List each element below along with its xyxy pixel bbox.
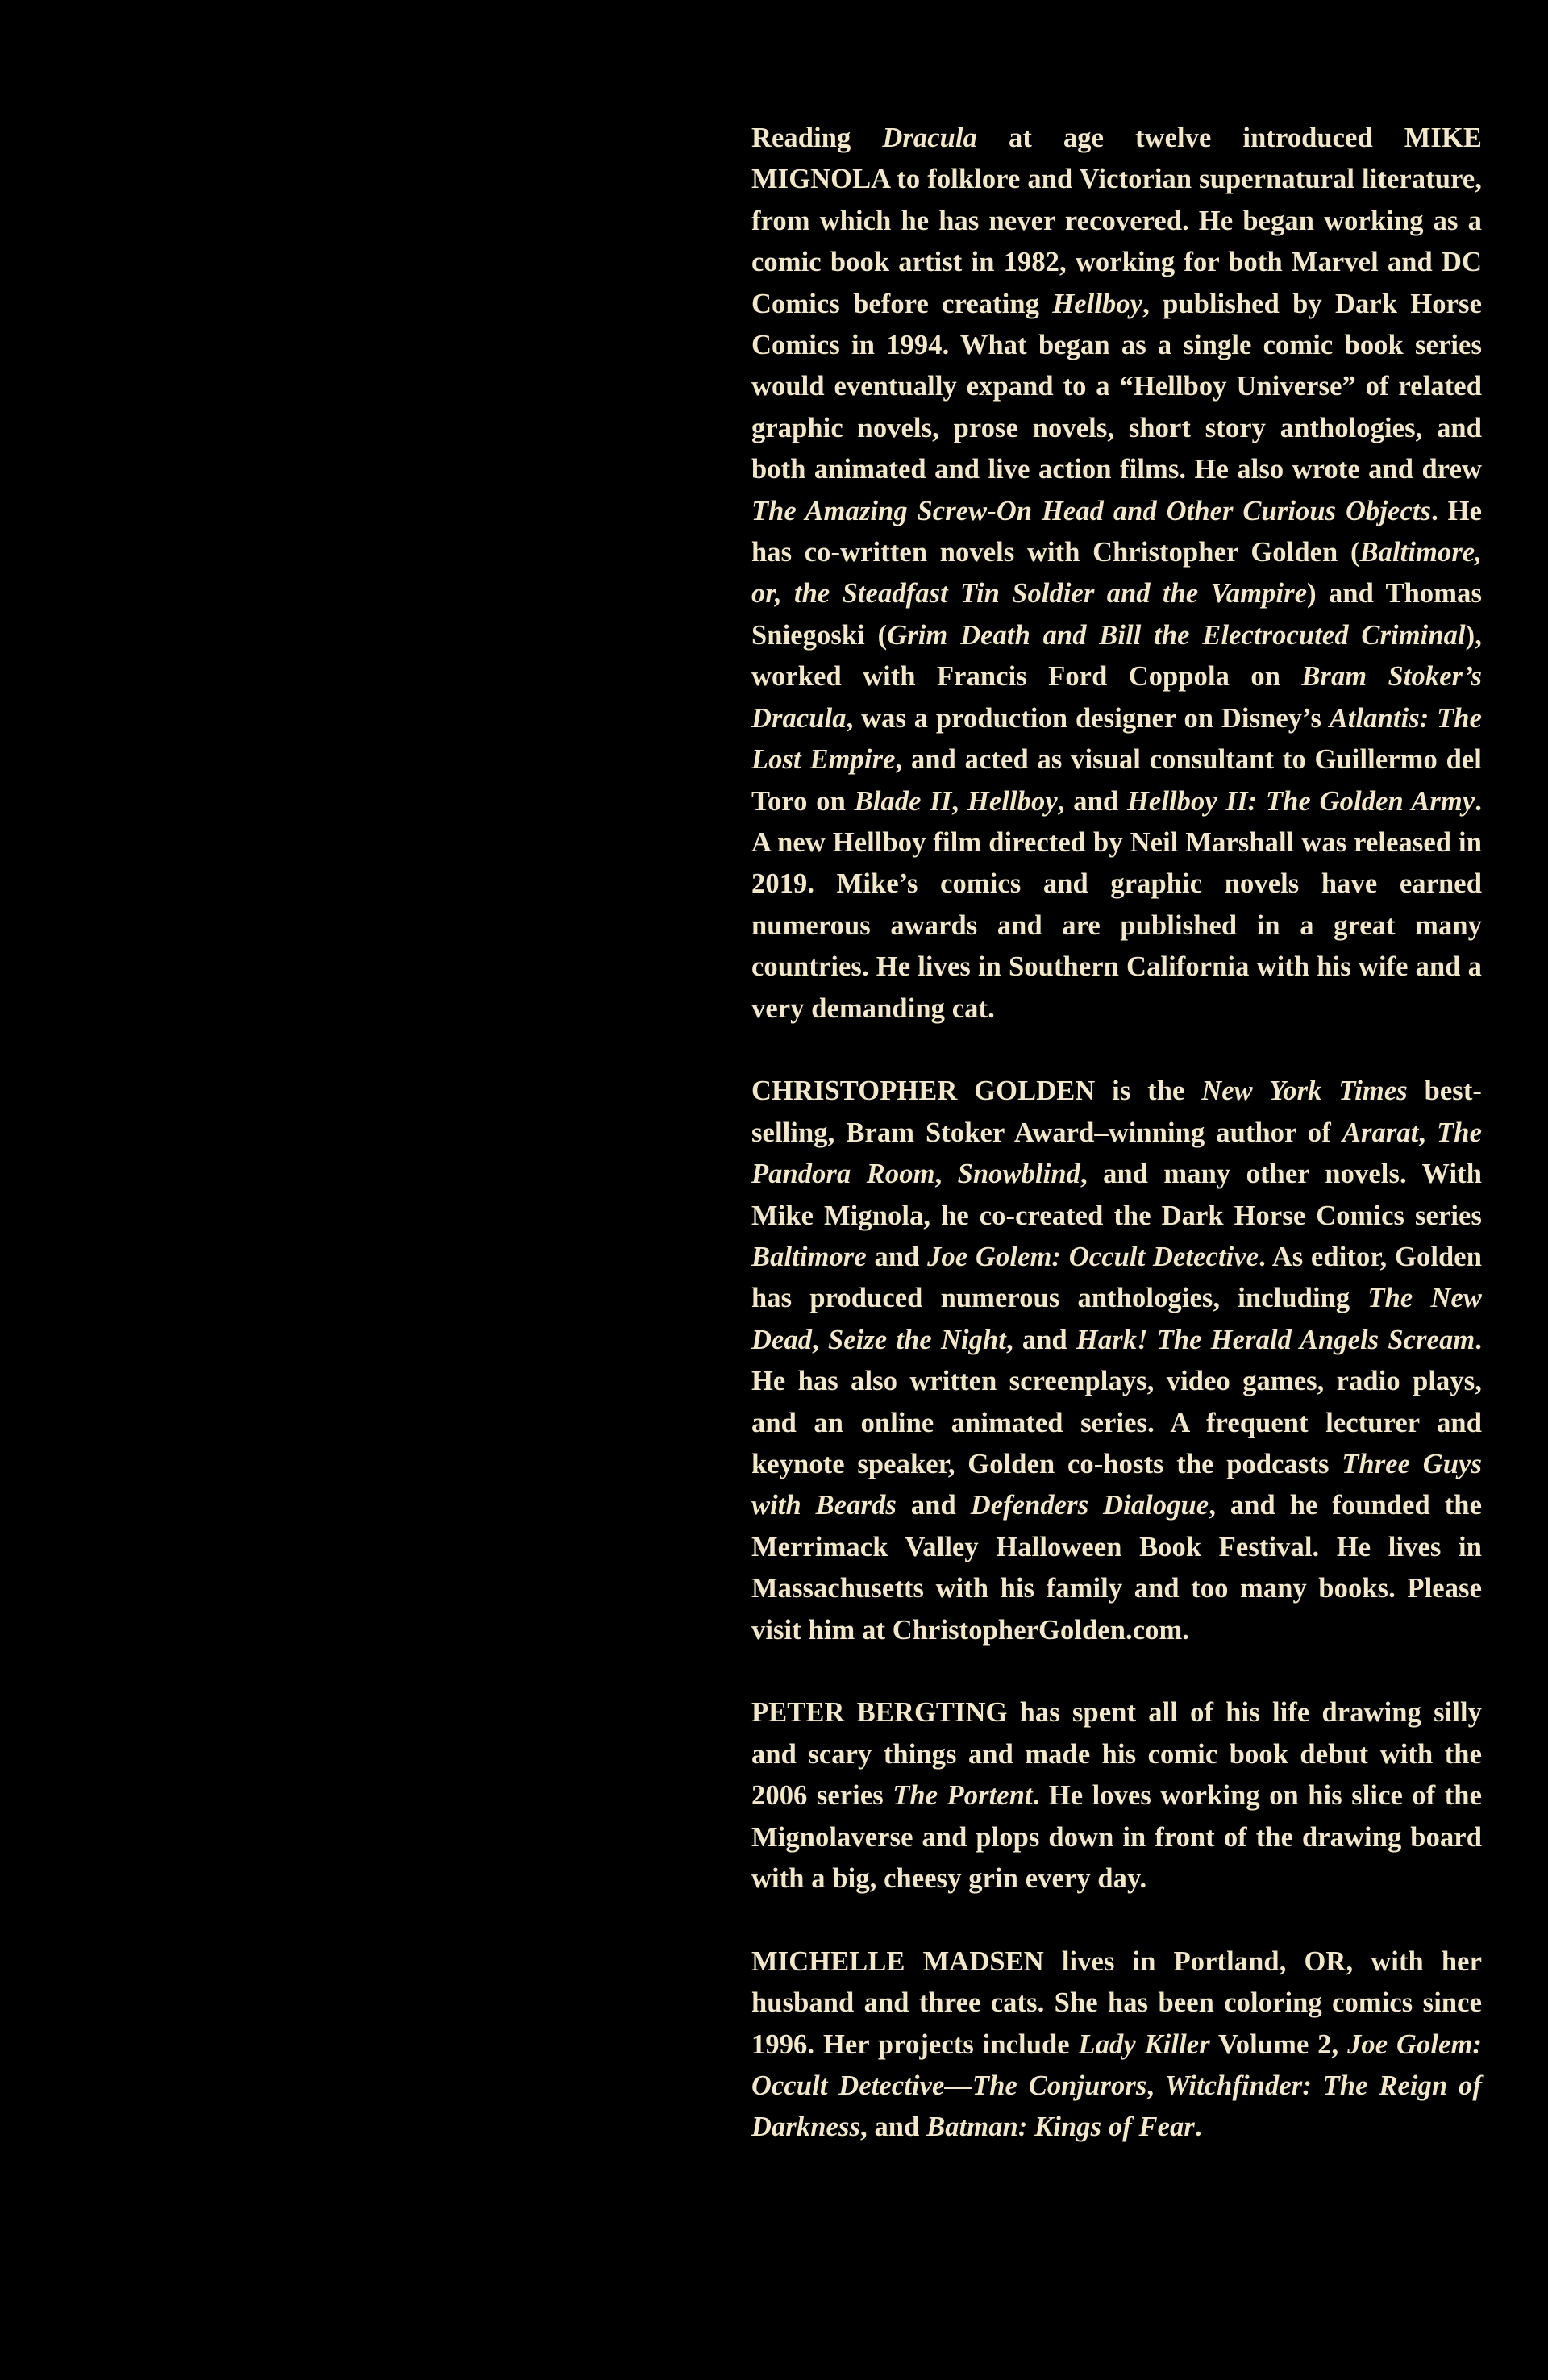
italic-title: Dracula: [882, 123, 977, 153]
italic-title: Seize the Night: [828, 1324, 1006, 1355]
italic-title: Joe Golem: Occult Detective—The Conjurors: [751, 2028, 1482, 2102]
italic-title: Bram Stoker’s Dracula: [751, 661, 1483, 734]
bio-text: , published by Dark Horse Comics in 1994. What began as a single comic book series would eventually expand to a “Hellboy Universe” of related graphic novels, prose novels, short story anthologies, and both animated and live action films. He also wrote and drew: [751, 288, 1482, 485]
bio-text: ), worked with Francis Ford Coppola on: [751, 619, 1482, 693]
italic-title: Hellboy II: The Golden Army: [1126, 785, 1475, 817]
italic-title: Baltimore, or, the Steadfast Tin Soldier and the Vampire: [751, 537, 1482, 610]
bio-text: , was a production designer on Disney’s: [846, 702, 1330, 734]
bio-text: . He has co-written novels with Christopher Golden (: [751, 495, 1482, 568]
italic-title: Joe Golem: Occult Detective: [927, 1241, 1259, 1272]
italic-title: Grim Death and Bill the Electrocuted Criminal: [887, 619, 1466, 651]
bio-text: ,: [934, 1159, 958, 1190]
bio-text: . He has also written screenplays, video games, radio plays, and an online animated series. A frequent lecturer and keynote speaker, Golden co-hosts the podcasts: [751, 1324, 1482, 1479]
italic-title: The Portent: [893, 1780, 1033, 1812]
italic-title: Three Guys with Beards: [751, 1448, 1482, 1521]
bio-text: , and he founded the Merrimack Valley Halloween Book Festival. He lives in Massachusetts with his family and too many books. Please visit him at ChristopherGolden.com.: [751, 1490, 1482, 1646]
bio-text: at age twelve introduced MIKE MIGNOLA to folklore and Victorian supernatural literature, from which he has never recovered. He began working as a comic book artist in 1982, working for both Marvel and DC Comics before creating: [751, 123, 1482, 319]
bio-text: CHRISTOPHER GOLDEN is the: [751, 1076, 1202, 1107]
italic-title: The New Dead: [751, 1283, 1482, 1355]
bio-mike-mignola: [751, 118, 1482, 1030]
bio-text: ,: [1418, 1117, 1438, 1148]
bio-text: and: [866, 1241, 928, 1272]
bio-text: Reading: [751, 123, 883, 153]
italic-title: Baltimore: [751, 1241, 867, 1272]
bio-text: ,: [812, 1324, 828, 1355]
bio-text: PETER BERGTING has spent all of his life drawing silly and scary things and made his comic book debut with the 2006 series: [751, 1697, 1482, 1812]
italic-title: Atlantis: The Lost Empire: [751, 702, 1483, 776]
bio-michelle-madsen: [751, 1941, 1482, 2149]
italic-title: Blade II: [854, 785, 952, 817]
bio-column: [751, 118, 1482, 2149]
bio-text: . He loves working on his slice of the Mignolaverse and plops down in front of the drawing board with a big, cheesy grin every day.: [751, 1780, 1483, 1895]
bio-text: best-selling, Bram Stoker Award–winning author of: [751, 1076, 1482, 1148]
bio-christopher-golden: [751, 1071, 1482, 1651]
bio-text: Volume 2,: [1209, 2028, 1348, 2060]
bio-text: . As editor, Golden has produced numerous anthologies, including: [751, 1241, 1482, 1314]
italic-title: The Amazing Screw-On Head and Other Curious Objects: [751, 495, 1432, 526]
italic-title: Ararat: [1342, 1117, 1419, 1148]
bio-text: ,: [1146, 2070, 1165, 2102]
bio-text: ) and Thomas Sniegoski (: [751, 578, 1482, 651]
italic-title: Snowblind: [957, 1159, 1081, 1190]
bio-text: . A new Hellboy film directed by Neil Marshall was released in 2019. Mike’s comics and graphic novels have earned numerous awards and are published in a great many countries. He lives in Southern California with his wife and a very demanding cat.: [751, 785, 1482, 1024]
italic-title: The Pandora Room: [751, 1117, 1482, 1190]
bio-text: , and: [860, 2112, 927, 2143]
italic-title: New York Times: [1201, 1076, 1408, 1107]
italic-title: Hark! The Herald Angels Scream: [1076, 1324, 1475, 1355]
bio-text: .: [1194, 2112, 1202, 2143]
bio-text: MICHELLE MADSEN lives in Portland, OR, with her husband and three cats. She has been coloring comics since 1996. Her projects include: [751, 1945, 1482, 2060]
bio-text: ,: [951, 785, 968, 817]
italic-title: Defenders Dialogue: [970, 1490, 1209, 1521]
italic-title: Lady Killer: [1078, 2028, 1210, 2060]
italic-title: Batman: Kings of Fear: [926, 2112, 1195, 2143]
bio-text: , and many other novels. With Mike Mignola, he co-created the Dark Horse Comics series: [751, 1159, 1483, 1231]
italic-title: Hellboy: [1052, 288, 1143, 319]
bio-text: , and: [1057, 785, 1127, 817]
bio-peter-bergting: [751, 1692, 1482, 1899]
bio-text: and: [896, 1490, 971, 1521]
italic-title: Witchfinder: The Reign of Darkness: [751, 2070, 1482, 2143]
bio-text: , and acted as visual consultant to Guillermo del Toro on: [751, 744, 1482, 817]
italic-title: Hellboy: [967, 785, 1058, 817]
bio-text: , and: [1006, 1324, 1076, 1355]
